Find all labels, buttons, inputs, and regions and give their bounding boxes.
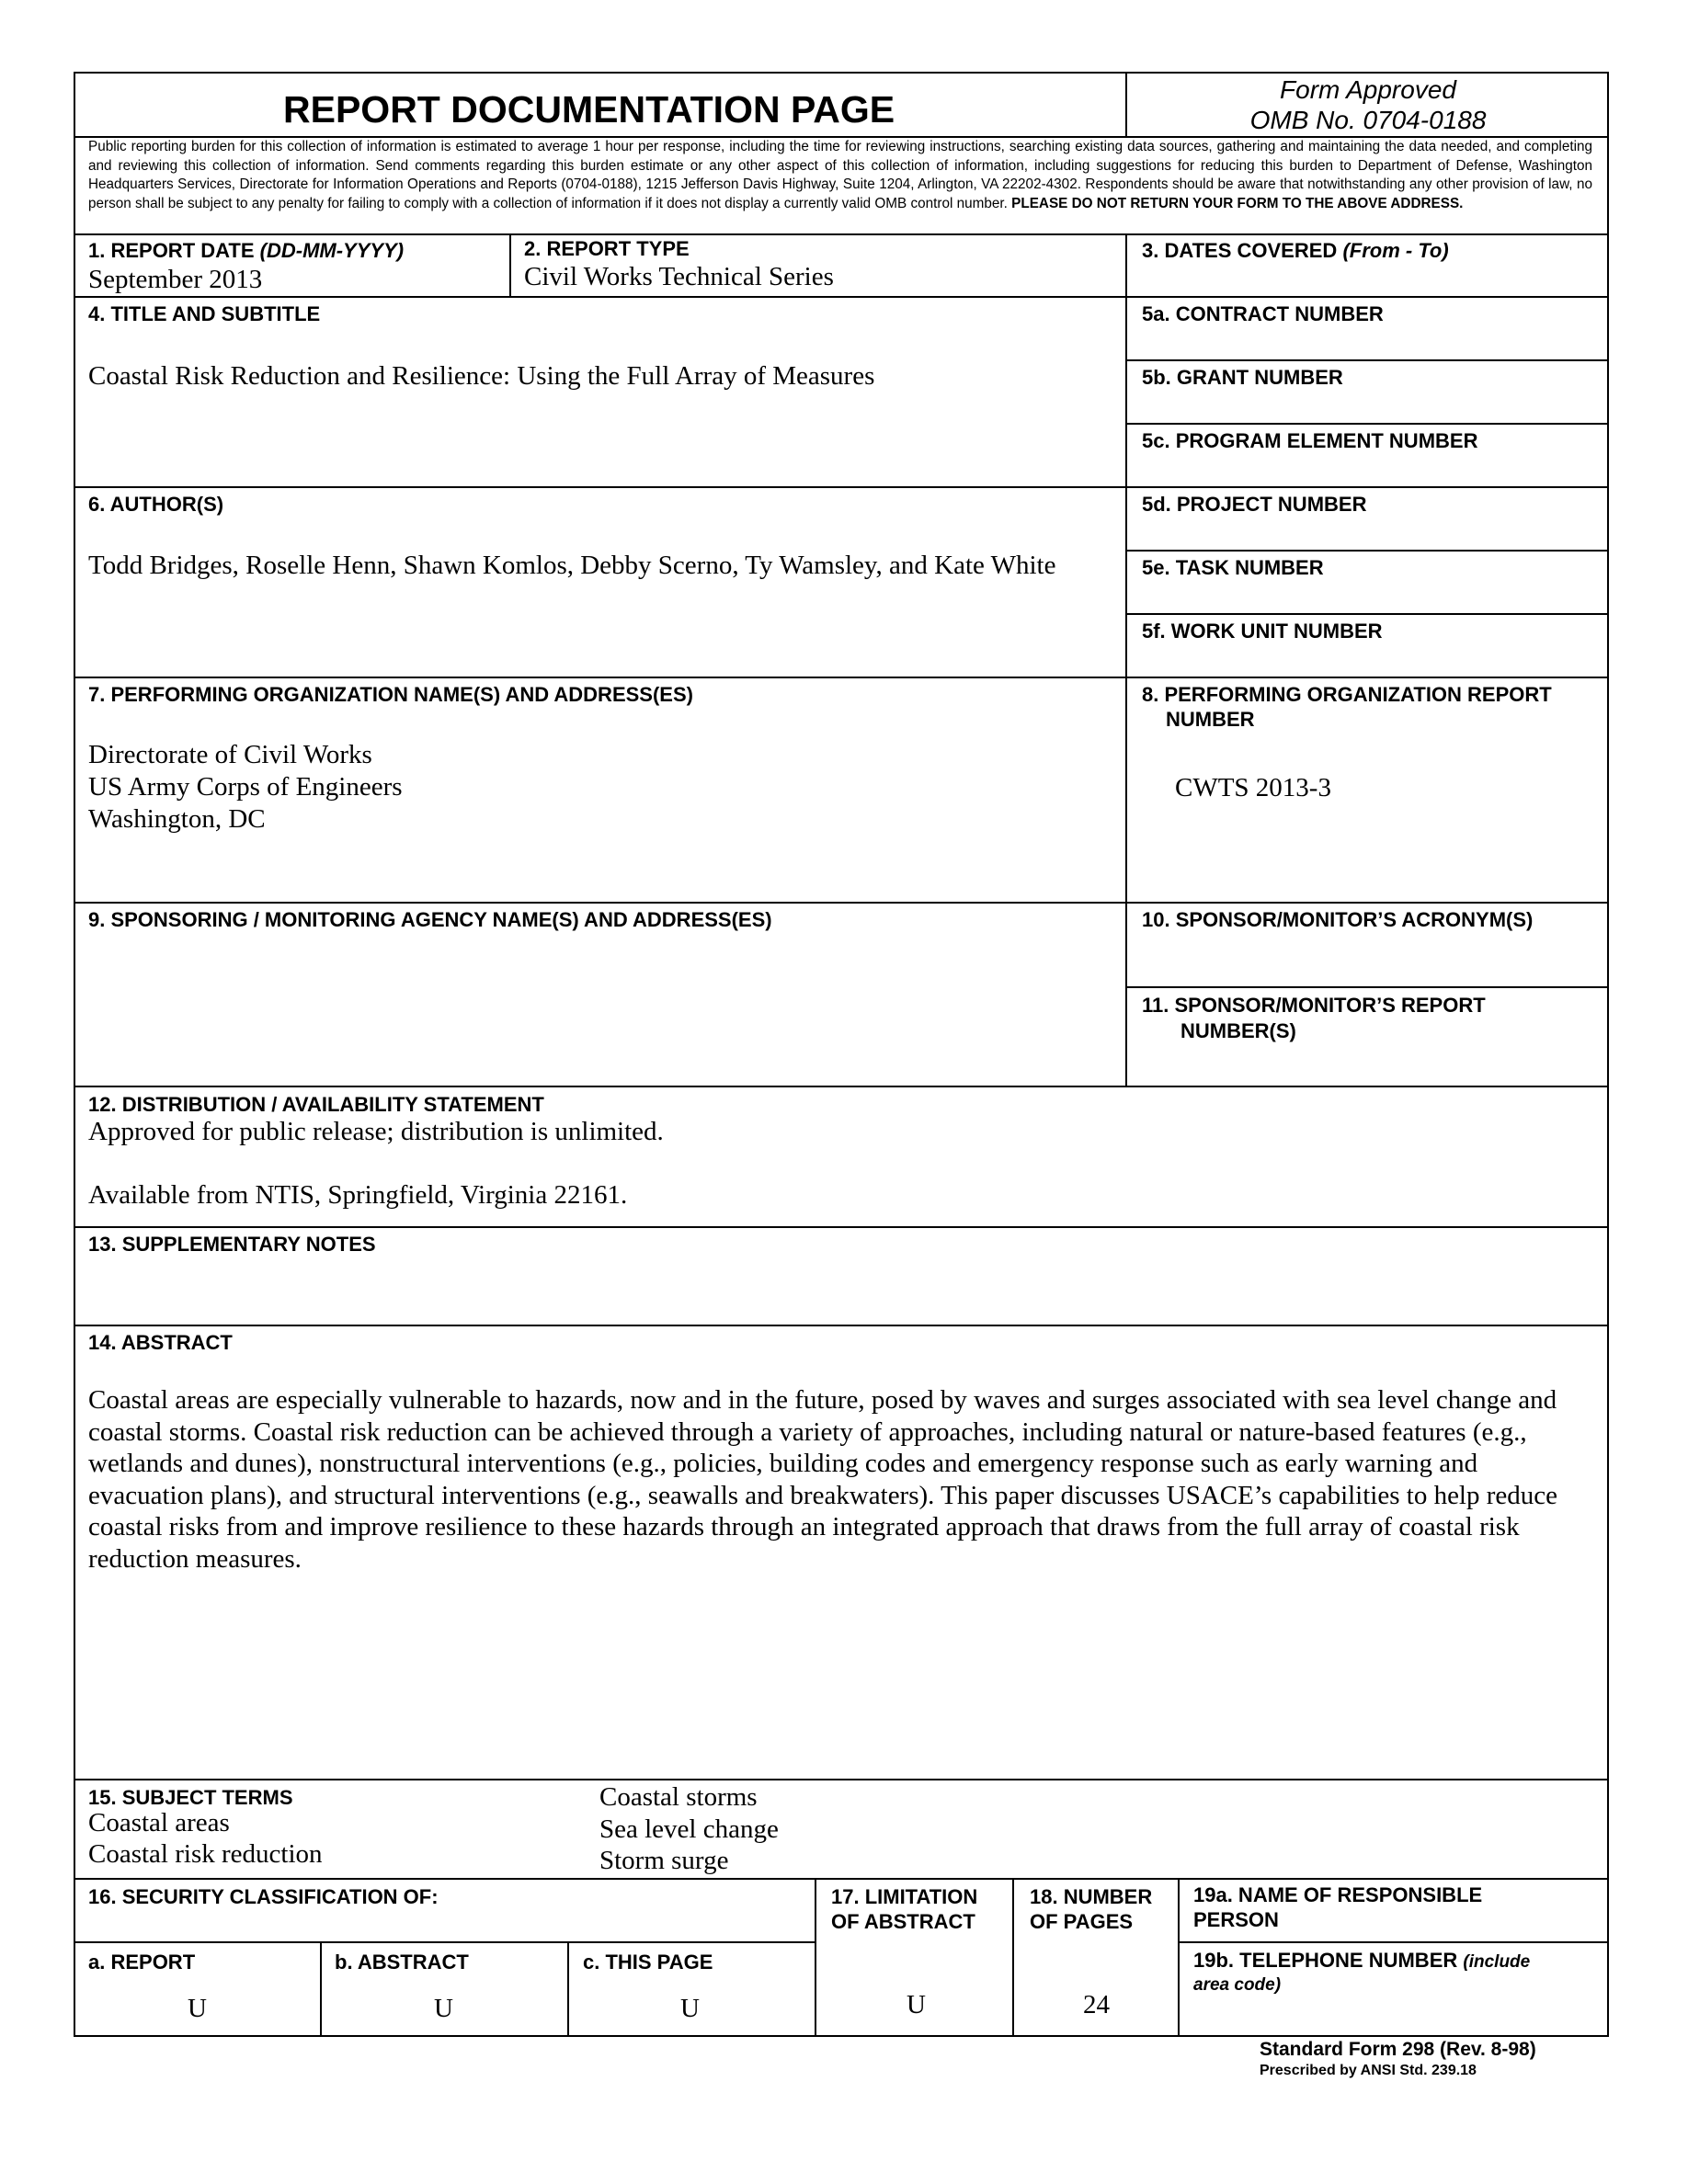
title-subtitle-label: 4. TITLE AND SUBTITLE xyxy=(88,302,321,325)
report-type-label: 2. REPORT TYPE xyxy=(524,237,690,260)
dates-covered-label: 3. DATES COVERED (From - To) xyxy=(1142,239,1449,262)
divider-5e-bottom xyxy=(1125,613,1609,615)
supplementary-notes-label: 13. SUPPLEMENTARY NOTES xyxy=(88,1233,376,1256)
responsible-person-label: 19a. NAME OF RESPONSIBLE xyxy=(1193,1883,1483,1906)
frame-bottom xyxy=(74,2035,1609,2037)
number-of-pages-label-2: OF PAGES xyxy=(1030,1910,1134,1933)
report-date-value: September 2013 xyxy=(88,265,263,294)
title-subtitle-value: Coastal Risk Reduction and Resilience: Using the Full Array of Measures xyxy=(88,361,875,391)
task-number-label: 5e. TASK NUMBER xyxy=(1142,556,1324,579)
telephone-label: 19b. TELEPHONE NUMBER (include xyxy=(1193,1949,1531,1972)
divider-block6-bottom xyxy=(74,677,1609,678)
divider-16-sub xyxy=(74,1941,815,1943)
limitation-value: U xyxy=(907,1990,926,2019)
distribution-line-1: Approved for public release; distribution is unlimited. xyxy=(88,1117,664,1146)
class-report-label: a. REPORT xyxy=(88,1951,196,1974)
class-this-page-label: c. THIS PAGE xyxy=(583,1951,713,1974)
divider-17-18 xyxy=(1012,1878,1014,2035)
frame-top xyxy=(74,72,1609,74)
divider-block7-bottom xyxy=(74,902,1609,904)
omb-number: OMB No. 0704-0188 xyxy=(1249,106,1487,134)
divider-block4-bottom xyxy=(74,486,1609,488)
sponsoring-agency-label: 9. SPONSORING / MONITORING AGENCY NAME(S) AND ADDRESS(ES) xyxy=(88,908,772,931)
divider-block14-bottom xyxy=(74,1779,1609,1780)
subject-terms-label: 15. SUBJECT TERMS xyxy=(88,1786,293,1809)
divider-header xyxy=(1125,72,1127,138)
number-of-pages-label: 18. NUMBER xyxy=(1030,1885,1153,1908)
frame-right xyxy=(1607,72,1609,2037)
form-identifier: Standard Form 298 (Rev. 8-98) xyxy=(1260,2039,1536,2060)
subject-term: Coastal risk reduction xyxy=(88,1839,323,1869)
org-report-number-label-2: NUMBER xyxy=(1166,708,1255,731)
sponsor-report-number-label: 11. SPONSOR/MONITOR’S REPORT xyxy=(1142,994,1486,1017)
frame-left xyxy=(74,72,75,2037)
subject-term: Coastal areas xyxy=(88,1808,230,1837)
burden-text: Public reporting burden for this collection of information is estimated to average 1 hour per response, including the time for reviewing instructions, searching existing data sources, gathering and maintaining the data needed, and completing and reviewing this collection of information. Send comments regarding this burden estimate or any other aspect of this collection of information, including suggestions for reducing this burden to Department of Defense, Washington Headquarters Services, Directorate for Information Operations and Reports (0704-0188), 1215 Jefferson Davis Highway, Suite 1204, Arlington, VA 22202-4302. Respondents should be aware that notwithstanding any other provision of law, no person shall be subject to any penalty for failing to comply with a collection of information if it does not display a currently valid OMB control number. xyxy=(88,139,1592,211)
distribution-label: 12. DISTRIBUTION / AVAILABILITY STATEMENT xyxy=(88,1093,544,1116)
security-classification-label: 16. SECURITY CLASSIFICATION OF: xyxy=(88,1885,439,1908)
performing-org-line: Washington, DC xyxy=(88,804,266,834)
divider-16-17 xyxy=(815,1878,816,2035)
class-abstract-value: U xyxy=(434,1994,453,2023)
report-date-format: (DD-MM-YYYY) xyxy=(259,239,405,262)
divider-10-bottom xyxy=(1125,986,1609,988)
limitation-label: 17. LIMITATION xyxy=(831,1885,978,1908)
performing-org-line: Directorate of Civil Works xyxy=(88,740,372,769)
prescribed-by: Prescribed by ANSI Std. 239.18 xyxy=(1260,2063,1477,2078)
report-type-value: Civil Works Technical Series xyxy=(524,262,834,291)
divider-burden-bottom xyxy=(74,233,1609,235)
distribution-line-2: Available from NTIS, Springfield, Virginia 22161. xyxy=(88,1180,628,1210)
burden-statement xyxy=(88,138,1592,213)
subject-term: Sea level change xyxy=(599,1814,779,1844)
authors-label: 6. AUTHOR(S) xyxy=(88,493,224,516)
grant-number-label: 5b. GRANT NUMBER xyxy=(1142,366,1343,389)
divider-block9-bottom xyxy=(74,1086,1609,1087)
form-approved-label: Form Approved xyxy=(1280,75,1456,104)
program-element-label: 5c. PROGRAM ELEMENT NUMBER xyxy=(1142,429,1478,452)
class-report-value: U xyxy=(188,1994,207,2023)
divider-block12-bottom xyxy=(74,1226,1609,1228)
subject-term: Coastal storms xyxy=(599,1782,758,1812)
class-abstract-label: b. ABSTRACT xyxy=(335,1951,469,1974)
performing-org-line: US Army Corps of Engineers xyxy=(88,772,403,802)
divider-19-sub xyxy=(1178,1941,1609,1943)
telephone-note: (include xyxy=(1463,1952,1531,1972)
org-report-number-value: CWTS 2013-3 xyxy=(1175,773,1331,802)
class-this-page-value: U xyxy=(680,1994,700,2023)
burden-warning: PLEASE DO NOT RETURN YOUR FORM TO THE ABOVE ADDRESS. xyxy=(1011,195,1464,211)
dates-covered-format: (From - To) xyxy=(1342,239,1449,262)
divider-5b-bottom xyxy=(1125,423,1609,425)
subject-term: Storm surge xyxy=(599,1846,729,1875)
sponsor-report-number-label-2: NUMBER(S) xyxy=(1180,1019,1296,1042)
project-number-label: 5d. PROJECT NUMBER xyxy=(1142,493,1367,516)
number-of-pages-value: 24 xyxy=(1083,1990,1110,2019)
divider-r1-a xyxy=(509,233,511,298)
responsible-person-label-2: PERSON xyxy=(1193,1908,1279,1931)
sponsor-acronym-label: 10. SPONSOR/MONITOR’S ACRONYM(S) xyxy=(1142,908,1534,931)
org-report-number-label: 8. PERFORMING ORGANIZATION REPORT xyxy=(1142,683,1552,706)
divider-18-19 xyxy=(1178,1878,1180,2035)
work-unit-label: 5f. WORK UNIT NUMBER xyxy=(1142,620,1383,643)
performing-org-label: 7. PERFORMING ORGANIZATION NAME(S) AND ADDRESS(ES) xyxy=(88,683,693,706)
limitation-label-2: OF ABSTRACT xyxy=(831,1910,975,1933)
divider-block15-bottom xyxy=(74,1878,1609,1880)
divider-row1-bottom xyxy=(74,296,1609,298)
divider-block13-bottom xyxy=(74,1325,1609,1326)
telephone-note-2: area code) xyxy=(1193,1975,1282,1995)
abstract-label: 14. ABSTRACT xyxy=(88,1331,233,1354)
divider-5d-bottom xyxy=(1125,550,1609,552)
divider-right-col xyxy=(1125,233,1127,1087)
divider-5a-bottom xyxy=(1125,359,1609,361)
authors-value: Todd Bridges, Roselle Henn, Shawn Komlos, Debby Scerno, Ty Wamsley, and Kate White xyxy=(88,551,1056,580)
contract-number-label: 5a. CONTRACT NUMBER xyxy=(1142,302,1384,325)
divider-16b-16c xyxy=(567,1941,569,2035)
divider-16a-16b xyxy=(320,1941,322,2035)
report-date-label: 1. REPORT DATE (DD-MM-YYYY) xyxy=(88,239,405,262)
abstract-text: Coastal areas are especially vulnerable to hazards, now and in the future, posed by waves and surges associated with sea level change and coastal storms. Coastal risk reduction can be achieved through a variety of approaches, including natural or nature-based features (e.g., wetlands and dunes), nonstructural interventions (e.g., policies, building codes and emergency response such as early warning and evacuation plans), and structural interventions (e.g., seawalls and breakwaters). This paper discusses USACE’s capabilities to help reduce coastal risks from and improve resilience to these hazards through an integrated approach that draws from the full array of coastal risk reduction measures. xyxy=(88,1385,1558,1574)
form-title: REPORT DOCUMENTATION PAGE xyxy=(283,88,895,131)
